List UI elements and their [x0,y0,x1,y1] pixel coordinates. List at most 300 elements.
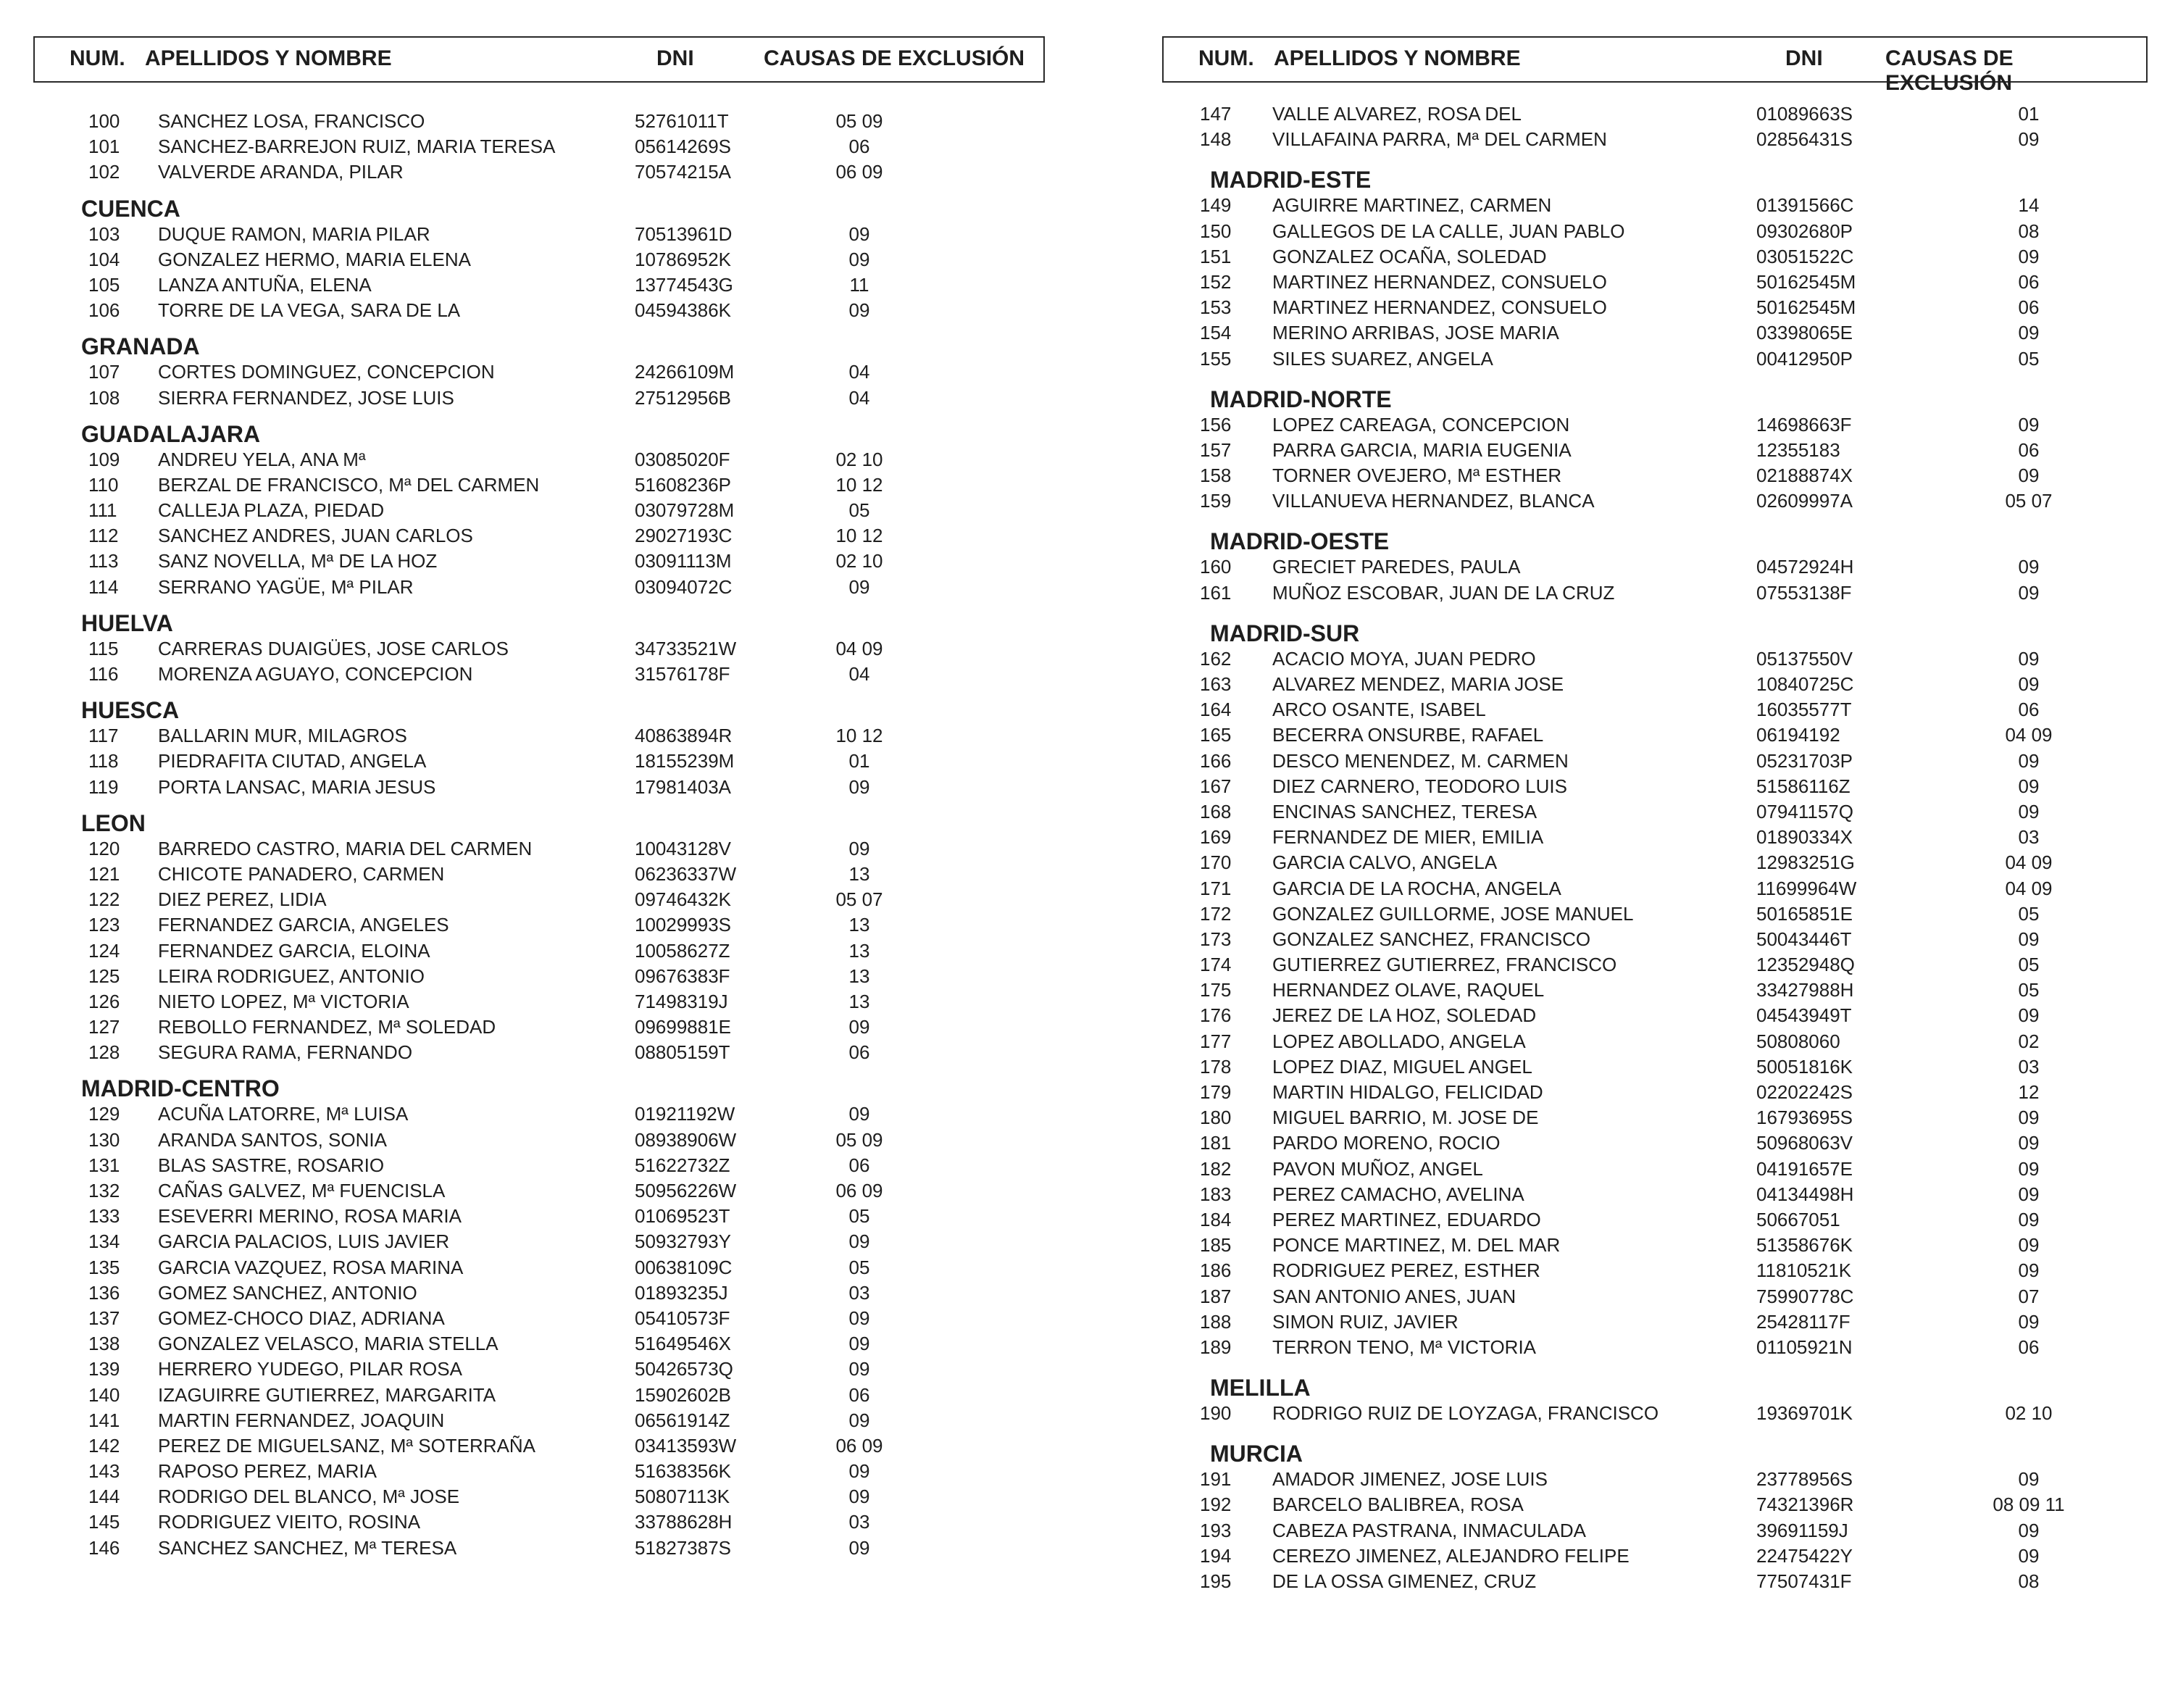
row-dni: 27512956B [635,386,732,409]
row-dni: 03094072C [635,575,733,598]
row-name: SANCHEZ SANCHEZ, Mª TERESA [158,1536,457,1559]
row-dni: 03085020F [635,448,730,470]
row-num: 181 [1200,1132,1232,1154]
row-dni: 05614269S [635,136,732,158]
row-causa: 09 [848,1536,870,1559]
row-causa: 09 [2018,245,2040,267]
row-num: 154 [1200,322,1232,344]
row-dni: 70513961D [635,222,733,245]
province-heading: HUESCA [81,697,180,724]
row-dni: 74321396R [1756,1494,1854,1516]
row-num: 143 [88,1460,120,1483]
row-name: GALLEGOS DE LA CALLE, JUAN PABLO [1272,220,1625,242]
row-name: CHICOTE PANADERO, CARMEN [158,862,445,885]
row-name: SIERRA FERNANDEZ, JOSE LUIS [158,386,454,409]
table-row [33,1383,1045,1408]
row-num: 115 [88,637,119,659]
row-name: ESEVERRI MERINO, ROSA MARIA [158,1205,462,1228]
row-num: 105 [88,273,120,296]
row-num: 174 [1200,954,1232,976]
row-num: 156 [1200,413,1232,436]
row-dni: 50426573Q [635,1358,733,1380]
row-dni: 06561914Z [635,1409,730,1431]
row-causa: 06 [2018,1336,2040,1358]
row-dni: 04191657E [1756,1157,1853,1180]
row-causa: 06 09 [835,1434,883,1457]
row-name: AGUIRRE MARTINEZ, CARMEN [1272,194,1552,217]
row-causa: 04 09 [2005,851,2053,874]
row-causa: 05 07 [835,888,883,911]
table-row [1162,1130,2148,1156]
table-row [1162,978,2148,1003]
row-causa: 09 [2018,673,2040,695]
row-num: 118 [88,750,119,772]
row-dni: 11810521K [1756,1259,1852,1282]
table-row [33,134,1045,159]
row-num: 177 [1200,1030,1232,1052]
table-row [33,498,1045,523]
row-name: MIGUEL BARRIO, M. JOSE DE [1272,1107,1539,1129]
table-row [1162,438,2148,463]
row-name: ANDREU YELA, ANA Mª [158,448,366,470]
row-name: MARTINEZ HERNANDEZ, CONSUELO [1272,296,1607,319]
row-dni: 70574215A [635,161,732,183]
table-row [33,1459,1045,1484]
row-num: 172 [1200,902,1232,925]
row-dni: 03051522C [1756,245,1854,267]
row-num: 123 [88,914,120,936]
row-causa: 09 [2018,556,2040,578]
row-name: RODRIGO DEL BLANCO, Mª JOSE [158,1486,460,1508]
row-num: 100 [88,110,120,132]
row-causa: 09 [848,1230,870,1253]
row-dni: 01893235J [635,1281,728,1304]
row-dni: 10840725C [1756,673,1854,695]
row-dni: 13774543G [635,273,733,296]
table-row [33,862,1045,887]
row-causa: 11 [849,273,869,296]
table-row [33,1433,1045,1459]
row-dni: 50956226W [635,1180,737,1201]
row-dni: 10029993S [635,914,732,936]
row-dni: 11699964W [1756,877,1857,899]
row-name: MARTIN FERNANDEZ, JOAQUIN [158,1409,445,1431]
row-causa: 09 [2018,1107,2040,1129]
row-causa: 08 09 11 [1993,1494,2065,1516]
row-name: TERRON TENO, Mª VICTORIA [1272,1336,1537,1358]
row-causa: 05 [2018,954,2040,976]
row-name: VILLANUEVA HERNANDEZ, BLANCA [1272,490,1595,512]
row-causa: 06 [2018,438,2040,461]
row-name: CEREZO JIMENEZ, ALEJANDRO FELIPE [1272,1544,1630,1567]
row-dni: 15902602B [635,1383,732,1406]
row-causa: 04 [848,361,870,383]
row-causa: 09 [2018,749,2040,772]
row-dni: 31576178F [635,663,730,685]
row-num: 129 [88,1103,120,1125]
table-row [1162,193,2148,218]
row-dni: 01391566C [1756,194,1854,217]
row-name: GOMEZ-CHOCO DIAZ, ADRIANA [158,1307,445,1329]
row-name: MUÑOZ ESCOBAR, JUAN DE LA CRUZ [1272,581,1615,604]
row-dni: 04572924H [1756,556,1854,578]
row-dni: 03398065E [1756,322,1853,344]
row-dni: 51827387S [635,1536,732,1559]
row-name: DUQUE RAMON, MARIA PILAR [158,222,430,245]
row-num: 109 [88,448,120,470]
row-name: DESCO MENENDEZ, M. CARMEN [1272,749,1569,772]
row-causa: 09 [2018,128,2040,151]
table-row [33,1178,1045,1204]
row-dni: 04134498H [1756,1183,1854,1205]
row-dni: 08805159T [635,1041,730,1064]
row-num: 107 [88,361,120,383]
row-causa: 09 [848,248,870,270]
row-num: 125 [88,965,120,987]
row-name: GONZALEZ SANCHEZ, FRANCISCO [1272,928,1591,950]
row-name: MERINO ARRIBAS, JOSE MARIA [1272,322,1559,344]
table-row [33,1509,1045,1535]
row-num: 108 [88,386,120,409]
table-row [33,1408,1045,1433]
table-row [1162,722,2148,748]
table-row [1162,320,2148,346]
province-heading: GUADALAJARA [81,420,261,447]
row-dni: 09676383F [635,965,730,987]
row-num: 186 [1200,1259,1232,1282]
row-dni: 07941157Q [1756,800,1853,822]
row-causa: 05 09 [835,110,883,132]
row-causa: 01 [848,750,870,772]
header-causa: CAUSAS DE EXCLUSIÓN [1885,46,2014,95]
table-row [1162,101,2148,127]
row-causa: 05 [848,1256,870,1278]
row-causa: 13 [848,862,870,885]
row-num: 117 [88,725,119,747]
row-dni: 01089663S [1756,103,1853,125]
row-causa: 03 [2018,1055,2040,1078]
row-causa: 09 [848,299,870,322]
row-causa: 02 [2018,1030,2040,1052]
row-dni: 02188874X [1756,465,1853,487]
row-name: VALLE ALVAREZ, ROSA DEL [1272,103,1522,125]
row-dni: 10043128V [635,837,732,859]
table-row [1162,295,2148,320]
row-name: VALVERDE ARANDA, PILAR [158,161,404,183]
table-row [33,447,1045,472]
row-num: 147 [1200,103,1232,125]
row-dni: 04594386K [635,299,732,322]
row-num: 157 [1200,438,1232,461]
table-row [33,836,1045,862]
row-causa: 02 10 [2005,1402,2053,1425]
table-row [33,1153,1045,1178]
row-causa: 09 [848,1103,870,1125]
header-num: NUM. [1198,46,1254,70]
table-row [1162,1258,2148,1283]
table-row [1162,749,2148,774]
row-causa: 03 [848,1511,870,1533]
row-num: 179 [1200,1081,1232,1103]
row-causa: 05 [2018,347,2040,370]
table-row [33,1040,1045,1065]
row-dni: 14698663F [1756,413,1852,436]
table-row [33,1101,1045,1127]
row-dni: 23778956S [1756,1468,1853,1491]
row-name: PARDO MORENO, ROCIO [1272,1132,1501,1154]
row-num: 124 [88,939,120,962]
row-num: 149 [1200,194,1232,217]
row-name: HERNANDEZ OLAVE, RAQUEL [1272,979,1545,1001]
row-num: 132 [88,1180,120,1201]
table-row [1162,646,2148,672]
row-num: 106 [88,299,120,322]
table-row [33,964,1045,989]
row-dni: 77507431F [1756,1570,1852,1592]
row-causa: 06 [848,136,870,158]
table-row [33,989,1045,1015]
row-name: LEIRA RODRIGUEZ, ANTONIO [158,965,425,987]
row-dni: 16793695S [1756,1107,1853,1129]
table-row [1162,825,2148,850]
table-row [1162,901,2148,927]
row-num: 162 [1200,647,1232,670]
row-name: PEREZ DE MIGUELSANZ, Mª SOTERRAÑA [158,1434,536,1457]
row-causa: 09 [2018,581,2040,604]
table-row [1162,850,2148,875]
row-causa: 14 [2018,194,2040,217]
row-name: RAPOSO PEREZ, MARIA [158,1460,377,1483]
row-causa: 09 [2018,1157,2040,1180]
row-num: 104 [88,248,120,270]
table-row [1162,127,2148,152]
row-dni: 02856431S [1756,128,1853,151]
row-name: LOPEZ DIAZ, MIGUEL ANGEL [1272,1055,1532,1078]
row-dni: 12355183 [1756,438,1840,461]
table-row [33,1306,1045,1331]
table-row [33,1357,1045,1382]
row-name: CALLEJA PLAZA, PIEDAD [158,499,385,522]
row-name: RODRIGUEZ VIEITO, ROSINA [158,1511,421,1533]
row-num: 193 [1200,1519,1232,1541]
table-row [33,386,1045,411]
row-num: 114 [88,575,119,598]
row-num: 122 [88,888,120,911]
row-causa: 04 [848,663,870,685]
header-causa: CAUSAS DE EXCLUSIÓN [764,46,1025,70]
row-causa: 09 [2018,1004,2040,1027]
row-dni: 08938906W [635,1128,737,1151]
table-row [1162,244,2148,270]
row-name: TORRE DE LA VEGA, SARA DE LA [158,299,461,322]
row-name: LANZA ANTUÑA, ELENA [158,273,372,296]
row-causa: 13 [848,965,870,987]
row-name: GARCIA PALACIOS, LUIS JAVIER [158,1230,450,1253]
row-num: 146 [88,1536,120,1559]
row-num: 187 [1200,1285,1232,1307]
province-heading: MADRID-SUR [1210,620,1360,646]
row-num: 171 [1200,877,1232,899]
row-dni: 06194192 [1756,724,1840,746]
row-name: DIEZ CARNERO, TEODORO LUIS [1272,775,1567,797]
table-row [33,1255,1045,1280]
row-dni: 50162545M [1756,270,1856,293]
row-causa: 09 [2018,1468,2040,1491]
province-heading: MADRID-NORTE [1210,386,1392,412]
row-num: 116 [88,663,119,685]
table-row [33,1280,1045,1306]
table-row [1162,346,2148,372]
row-name: GONZALEZ OCAÑA, SOLEDAD [1272,245,1547,267]
row-num: 141 [88,1409,120,1431]
row-dni: 50043446T [1756,928,1852,950]
row-num: 173 [1200,928,1232,950]
row-num: 119 [88,775,119,798]
row-name: MORENZA AGUAYO, CONCEPCION [158,663,473,685]
table-row [33,523,1045,549]
row-num: 150 [1200,220,1232,242]
row-num: 136 [88,1281,120,1304]
row-causa: 06 09 [835,161,883,183]
row-causa: 09 [848,1333,870,1355]
row-dni: 50162545M [1756,296,1856,319]
row-name: PORTA LANSAC, MARIA JESUS [158,775,436,798]
row-causa: 05 [2018,902,2040,925]
table-row [33,109,1045,134]
table-row [33,636,1045,662]
row-causa: 09 [2018,1519,2040,1541]
row-num: 158 [1200,465,1232,487]
row-dni: 50968063V [1756,1132,1853,1154]
row-name: GARCIA DE LA ROCHA, ANGELA [1272,877,1561,899]
row-dni: 05410573F [635,1307,730,1329]
row-num: 194 [1200,1544,1232,1567]
province-heading: GRANADA [81,333,200,360]
row-dni: 17981403A [635,775,732,798]
row-causa: 09 [2018,1132,2040,1154]
row-causa: 09 [2018,465,2040,487]
row-name: VILLAFAINA PARRA, Mª DEL CARMEN [1272,128,1607,151]
table-row [1162,774,2148,799]
table-row [33,247,1045,272]
row-num: 130 [88,1128,120,1151]
row-causa: 06 [2018,296,2040,319]
row-num: 166 [1200,749,1232,772]
row-num: 127 [88,1016,120,1038]
row-num: 152 [1200,270,1232,293]
row-causa: 06 [848,1041,870,1064]
table-row [1162,672,2148,697]
row-dni: 51622732Z [635,1154,730,1176]
row-name: SANCHEZ LOSA, FRANCISCO [158,110,425,132]
table-row [1162,270,2148,295]
row-name: PAVON MUÑOZ, ANGEL [1272,1157,1483,1180]
table-row [33,472,1045,498]
row-dni: 05137550V [1756,647,1853,670]
row-causa: 09 [2018,413,2040,436]
row-name: CABEZA PASTRANA, INMACULADA [1272,1519,1586,1541]
row-name: LOPEZ CAREAGA, CONCEPCION [1272,413,1570,436]
table-row [33,723,1045,749]
row-dni: 03079728M [635,499,735,522]
row-name: SIMON RUIZ, JAVIER [1272,1310,1459,1333]
header-name: APELLIDOS Y NOMBRE [145,46,392,70]
row-dni: 10786952K [635,248,732,270]
row-causa: 09 [848,222,870,245]
row-causa: 06 09 [835,1180,883,1201]
table-row [33,1015,1045,1040]
row-num: 112 [88,525,119,547]
table-row [1162,799,2148,825]
table-row [1162,876,2148,901]
row-dni: 51649546X [635,1333,732,1355]
table-row [33,1204,1045,1229]
table-row [1162,1401,2148,1426]
row-num: 176 [1200,1004,1232,1027]
row-dni: 10058627Z [635,939,730,962]
row-name: REBOLLO FERNANDEZ, Mª SOLEDAD [158,1016,496,1038]
table-row [1162,412,2148,438]
row-num: 164 [1200,699,1232,721]
table-row [1162,219,2148,244]
table-row [33,359,1045,385]
row-causa: 06 [848,1383,870,1406]
row-num: 188 [1200,1310,1232,1333]
row-num: 138 [88,1333,120,1355]
row-num: 113 [88,550,119,572]
row-name: GUTIERREZ GUTIERREZ, FRANCISCO [1272,954,1617,976]
row-dni: 34733521W [635,637,737,659]
row-name: SEGURA RAMA, FERNANDO [158,1041,413,1064]
row-name: BLAS SASTRE, ROSARIO [158,1154,385,1176]
table-row [1162,1544,2148,1569]
row-num: 167 [1200,775,1232,797]
row-name: CARRERAS DUAIGÜES, JOSE CARLOS [158,637,509,659]
row-name: PARRA GARCIA, MARIA EUGENIA [1272,438,1572,461]
row-num: 101 [88,136,120,158]
row-name: GONZALEZ GUILLORME, JOSE MANUEL [1272,902,1634,925]
table-row [1162,580,2148,606]
row-num: 184 [1200,1208,1232,1230]
row-num: 163 [1200,673,1232,695]
province-heading: HUELVA [81,609,173,636]
row-dni: 51586116Z [1756,775,1851,797]
row-num: 111 [88,499,117,522]
header-dni: DNI [656,46,694,70]
row-num: 189 [1200,1336,1232,1358]
row-dni: 39691159J [1756,1519,1848,1541]
row-name: MARTIN HIDALGO, FELICIDAD [1272,1081,1543,1103]
table-row [1162,927,2148,952]
row-name: ARANDA SANTOS, SONIA [158,1128,387,1151]
row-name: GARCIA VAZQUEZ, ROSA MARINA [158,1256,464,1278]
row-causa: 09 [2018,775,2040,797]
row-num: 103 [88,222,120,245]
table-row [1162,1233,2148,1258]
row-name: MARTINEZ HERNANDEZ, CONSUELO [1272,270,1607,293]
row-name: RODRIGO RUIZ DE LOYZAGA, FRANCISCO [1272,1402,1659,1425]
row-causa: 09 [2018,1234,2040,1257]
row-causa: 06 [848,1154,870,1176]
row-num: 183 [1200,1183,1232,1205]
row-causa: 09 [848,1486,870,1508]
table-row [33,298,1045,323]
row-num: 165 [1200,724,1232,746]
row-causa: 03 [848,1281,870,1304]
row-name: CORTES DOMINGUEZ, CONCEPCION [158,361,495,383]
row-causa: 06 [2018,270,2040,293]
row-num: 128 [88,1041,120,1064]
